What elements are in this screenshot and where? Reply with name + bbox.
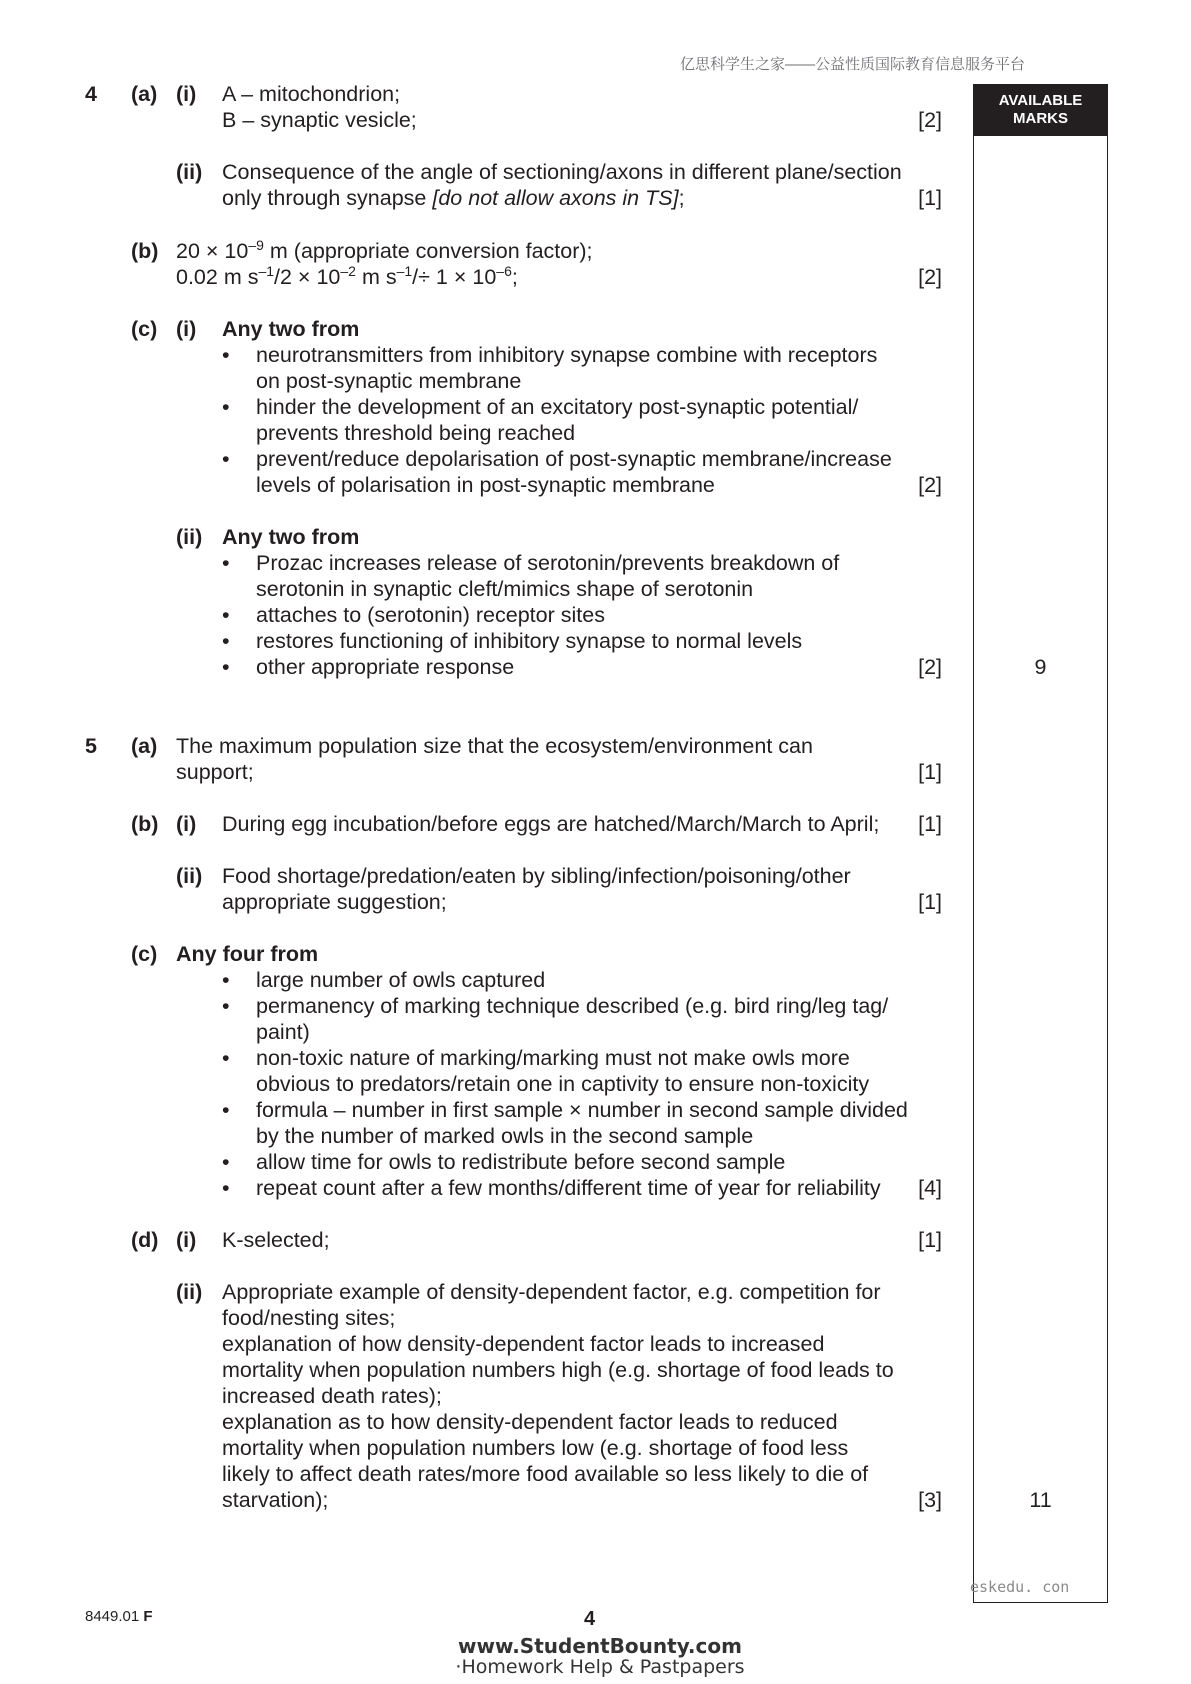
q4b-label: (b): [131, 239, 159, 263]
list-item: [222, 628, 932, 654]
q4b-l2c: m s: [355, 265, 397, 289]
q5a-line1: The maximum population size that the ecosystem/environment can: [176, 734, 813, 758]
q4ci-heading: Any two from: [222, 317, 360, 341]
q4b-l2-exp3: –1: [396, 263, 413, 279]
q5bii-mark: [1]: [918, 890, 942, 914]
bullet-text: • formula – number in first sample × number in second sample divided: [256, 1098, 908, 1122]
q4aii-line2-end: ;: [678, 186, 685, 210]
q4ai-label: (i): [176, 82, 197, 106]
q5c-label: (c): [131, 942, 158, 966]
q5bii-answer: [222, 863, 932, 915]
list-item: [222, 1045, 932, 1097]
q4ai-line2: B – synaptic vesicle;: [222, 108, 417, 132]
q4ci-answer: [222, 316, 932, 498]
q4ci-bullet-list: [222, 342, 932, 498]
q4cii-answer: [222, 524, 932, 680]
q5bii-line2: appropriate suggestion;: [222, 890, 447, 914]
q4ci-label: (i): [176, 317, 197, 341]
q5d-label: (d): [131, 1228, 159, 1252]
q5bi-mark: [1]: [918, 812, 942, 836]
available-marks-heading-line1: AVAILABLE: [998, 92, 1083, 109]
bullet-text: • restores functioning of inhibitory synapse to normal levels: [256, 629, 803, 653]
q4b-line2: [176, 264, 936, 290]
q5dii-line: Appropriate example of density-dependent factor, e.g. competition for: [222, 1280, 881, 1304]
q4ci-mark: [2]: [918, 473, 942, 497]
q5c-answer: [222, 967, 932, 1201]
bullet-text: levels of polarisation in post-synaptic membrane: [256, 473, 715, 497]
list-item: [222, 1175, 932, 1201]
q4cii-bullet-list: [222, 550, 932, 680]
q5a-line2: support;: [176, 760, 254, 784]
q4b-l1b: m (appropriate conversion factor);: [263, 239, 593, 263]
q4cii-label: (ii): [176, 525, 203, 549]
q4ai-line1: A – mitochondrion;: [222, 82, 401, 106]
bullet-text: • prevent/reduce depolarisation of post-synaptic membrane/increase: [256, 447, 892, 471]
q5dii-line: increased death rates);: [222, 1384, 442, 1408]
q4ai-answer: [222, 81, 932, 133]
bullet-text: • repeat count after a few months/different time of year for reliability: [256, 1176, 881, 1200]
list-item: [222, 602, 932, 628]
q4aii-label: (ii): [176, 160, 203, 184]
q4aii-line1: Consequence of the angle of sectioning/axons in different plane/section: [222, 160, 902, 184]
bullet-text: on post-synaptic membrane: [256, 369, 522, 393]
q4b-answer: [176, 238, 936, 290]
q4cii-heading: Any two from: [222, 525, 360, 549]
header-watermark: 亿思科学生之家——公益性质国际教育信息服务平台: [680, 56, 1026, 73]
q5-total-marks: 11: [1029, 1488, 1052, 1512]
q5bii-label: (ii): [176, 864, 203, 888]
q4b-l2f: ;: [511, 265, 518, 289]
q5dii-line: starvation);: [222, 1488, 329, 1512]
q5dii-line: explanation as to how density-dependent factor leads to reduced: [222, 1410, 838, 1434]
available-marks-heading-line2: MARKS: [1013, 110, 1068, 127]
list-item: [222, 446, 932, 498]
bullet-text: serotonin in synaptic cleft/mimics shape of serotonin: [256, 577, 754, 601]
q4aii-answer: [222, 159, 932, 211]
q4a-label: (a): [131, 82, 158, 106]
bullet-text: • large number of owls captured: [256, 968, 546, 992]
paper-code: [85, 1604, 153, 1630]
q4b-l2-exp4: –6: [496, 263, 512, 279]
list-item: [222, 967, 932, 993]
watermark-logo-line2: ·Homework Help & Pastpapers: [455, 1656, 745, 1678]
list-item: [222, 1097, 932, 1149]
q4-total-marks: 9: [1034, 655, 1047, 679]
q5a-answer: [176, 733, 936, 785]
studentbounty-watermark-logo: [430, 1636, 770, 1678]
q5di-answer: K-selected;: [222, 1228, 330, 1252]
bullet-text: paint): [256, 1020, 310, 1044]
paper-code-suffix: F: [143, 1608, 153, 1625]
q5dii-line: food/nesting sites;: [222, 1306, 396, 1330]
q5c-bullet-list: [222, 967, 932, 1201]
question-5-number: 5: [85, 734, 97, 758]
q4ai-mark: [2]: [918, 108, 942, 132]
q5dii-answer: [222, 1279, 932, 1513]
q4cii-mark: [2]: [918, 655, 942, 679]
page-number: 4: [584, 1608, 596, 1630]
q4b-l2b: /2 × 10: [274, 265, 341, 289]
q5a-label: (a): [131, 734, 158, 758]
bullet-text: • attaches to (serotonin) receptor sites: [256, 603, 605, 627]
watermark-small: eskedu. con: [970, 1578, 1070, 1596]
bullet-text: by the number of marked owls in the second sample: [256, 1124, 754, 1148]
list-item: [222, 1149, 932, 1175]
q4aii-line2: [222, 185, 932, 211]
q4b-mark: [2]: [918, 265, 942, 289]
list-item: [222, 342, 932, 394]
q5dii-mark: [3]: [918, 1488, 942, 1512]
bullet-text: • Prozac increases release of serotonin/prevents breakdown of: [256, 551, 840, 575]
bullet-text: prevents threshold being reached: [256, 421, 576, 445]
q5bi-label: (i): [176, 812, 197, 836]
available-marks-column: [973, 84, 1108, 1603]
bullet-text: • permanency of marking technique described (e.g. bird ring/leg tag/: [256, 994, 889, 1018]
bullet-text: • neurotransmitters from inhibitory synapse combine with receptors: [256, 343, 878, 367]
q5dii-line: explanation of how density-dependent factor leads to increased: [222, 1332, 825, 1356]
q5c-mark: [4]: [918, 1176, 942, 1200]
q4b-l2-exp1: –1: [258, 263, 275, 279]
watermark-logo-line1: www.StudentBounty.com: [458, 1634, 742, 1658]
q4b-l2a: 0.02 m s: [176, 265, 259, 289]
q5bi-answer: During egg incubation/before eggs are hatched/March/March to April;: [222, 812, 880, 836]
q4aii-mark: [1]: [918, 186, 942, 210]
bullet-text: • hinder the development of an excitatory post-synaptic potential/: [256, 395, 859, 419]
bullet-text: • non-toxic nature of marking/marking must not make owls more: [256, 1046, 850, 1070]
question-4-number: 4: [85, 82, 97, 106]
q4b-l1a: 20 × 10: [176, 239, 249, 263]
q5bii-line1: Food shortage/predation/eaten by sibling/infection/poisoning/other: [222, 864, 851, 888]
q4c-label: (c): [131, 317, 158, 341]
q4b-line1: [176, 238, 936, 264]
q4b-l1-exponent: –9: [248, 237, 264, 253]
list-item: [222, 993, 932, 1045]
q4aii-guidance: [do not allow axons in TS]: [432, 186, 679, 210]
q5dii-line: likely to affect death rates/more food available so less likely to die of: [222, 1462, 869, 1486]
q5b-label: (b): [131, 812, 159, 836]
q5di-mark: [1]: [918, 1228, 942, 1252]
q5di-label: (i): [176, 1228, 197, 1252]
q4b-l2d: /÷ 1 × 10: [412, 265, 497, 289]
bullet-text: • other appropriate response: [256, 655, 515, 679]
paper-code-number: 8449.01: [85, 1608, 140, 1625]
q5c-heading: Any four from: [176, 942, 319, 966]
q5dii-line: mortality when population numbers low (e.g. shortage of food less: [222, 1436, 849, 1460]
q5dii-label: (ii): [176, 1280, 203, 1304]
list-item: [222, 654, 932, 680]
available-marks-heading: [973, 84, 1108, 136]
bullet-text: obvious to predators/retain one in captivity to ensure non-toxicity: [256, 1072, 870, 1096]
list-item: [222, 394, 932, 446]
q4b-l2-exp2: –2: [340, 263, 356, 279]
bullet-text: • allow time for owls to redistribute before second sample: [256, 1150, 786, 1174]
q5a-mark: [1]: [918, 760, 942, 784]
q5dii-line: mortality when population numbers high (e.g. shortage of food leads to: [222, 1358, 894, 1382]
list-item: [222, 550, 932, 602]
q4aii-line2-text: only through synapse: [222, 186, 433, 210]
